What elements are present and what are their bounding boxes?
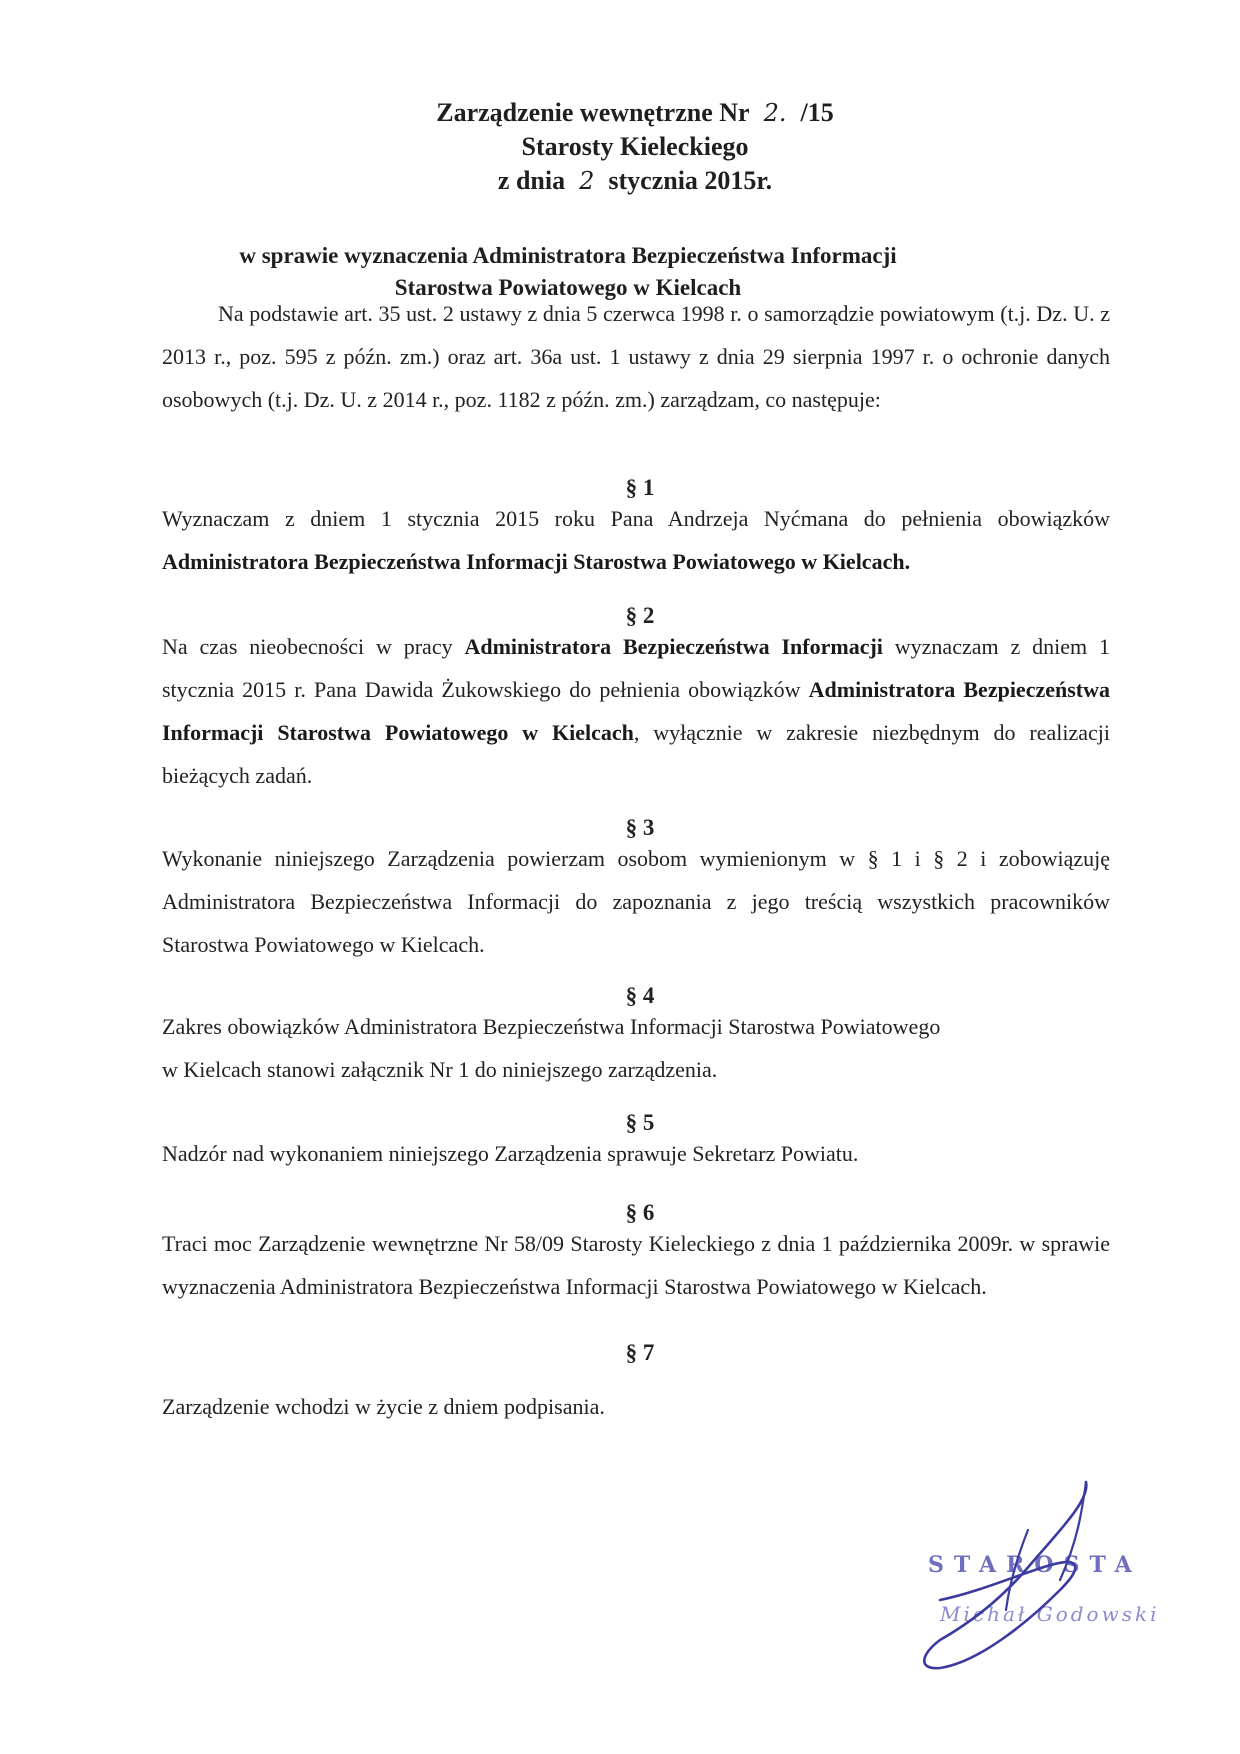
stamp-name: Michał Godowski: [940, 1602, 1160, 1626]
title-line-issuer: Starosty Kieleckiego: [521, 132, 749, 161]
section-3-body: Wykonanie niniejszego Zarządzenia powierzam osobom wymienionym w § 1 i § 2 i zobowiązuję Administratora Bezpieczeństwa Informacji do zapoznania z jego treścią wszystkich pracowników Starostwa Powiatowego w Kielcach.: [162, 846, 1110, 957]
section-mark-7: § 7: [625, 1340, 655, 1365]
section-mark-2: § 2: [625, 603, 655, 628]
title-line-date: z dnia 2 stycznia 2015r.: [497, 166, 773, 195]
document-subject: w sprawie wyznaczenia Administratora Bezpieczeństwa Informacji Starostwa Powiatowego w Kielcach: [239, 243, 897, 300]
section-4-body: Zakres obowiązków Administratora Bezpieczeństwa Informacji Starostwa Powiatowego w Kielcach stanowi załącznik Nr 1 do niniejszego zarządzenia.: [162, 1014, 941, 1082]
section-mark-4: § 4: [625, 983, 655, 1008]
section-2-body: Na czas nieobecności w pracy Administratora Bezpieczeństwa Informacji wyznaczam z dniem 1 stycznia 2015 r. Pana Dawida Żukowskiego do pełnienia obowiązków Administratora Bezpieczeństwa Informacji Starostwa Powiatowego w Kielcach, wyłącznie w zakresie niezbędnym do realizacji bieżących zadań.: [162, 634, 1111, 788]
signature-stamp: [910, 1470, 1160, 1680]
handwritten-signature: [910, 1470, 1160, 1680]
document-title: [0, 96, 1240, 198]
section-mark-5: § 5: [625, 1110, 655, 1135]
handwritten-day: 2: [579, 167, 595, 195]
title-line-number: Zarządzenie wewnętrzne Nr 2. /15: [436, 98, 834, 127]
section-mark-3: § 3: [625, 815, 655, 840]
stamp-title: STAROSTA: [928, 1552, 1142, 1578]
section-mark-6: § 6: [625, 1200, 655, 1225]
section-6-body: Traci moc Zarządzenie wewnętrzne Nr 58/09 Starosty Kieleckiego z dnia 1 października 2009r. w sprawie wyznaczenia Administratora Bezpieczeństwa Informacji Starostwa Powiatowego w Kielcach.: [162, 1231, 1110, 1299]
handwritten-number: 2.: [763, 99, 787, 127]
section-7-body: Zarządzenie wchodzi w życie z dniem podpisania.: [162, 1394, 605, 1419]
section-mark-1: § 1: [625, 475, 655, 500]
preamble: Na podstawie art. 35 ust. 2 ustawy z dnia 5 czerwca 1998 r. o samorządzie powiatowym (t.j. Dz. U. z 2013 r., poz. 595 z późn. zm.) oraz art. 36a ust. 1 ustawy z dnia 29 sierpnia 1997 r. o ochronie danych osobowych (t.j. Dz. U. z 2014 r., poz. 1182 z późn. zm.) zarządzam, co następuje:: [162, 301, 1110, 412]
section-1-body: Wyznaczam z dniem 1 stycznia 2015 roku Pana Andrzeja Nyćmana do pełnienia obowiązków Administratora Bezpieczeństwa Informacji Starostwa Powiatowego w Kielcach.: [162, 506, 1110, 574]
section-5-body: Nadzór nad wykonaniem niniejszego Zarządzenia sprawuje Sekretarz Powiatu.: [162, 1141, 859, 1166]
